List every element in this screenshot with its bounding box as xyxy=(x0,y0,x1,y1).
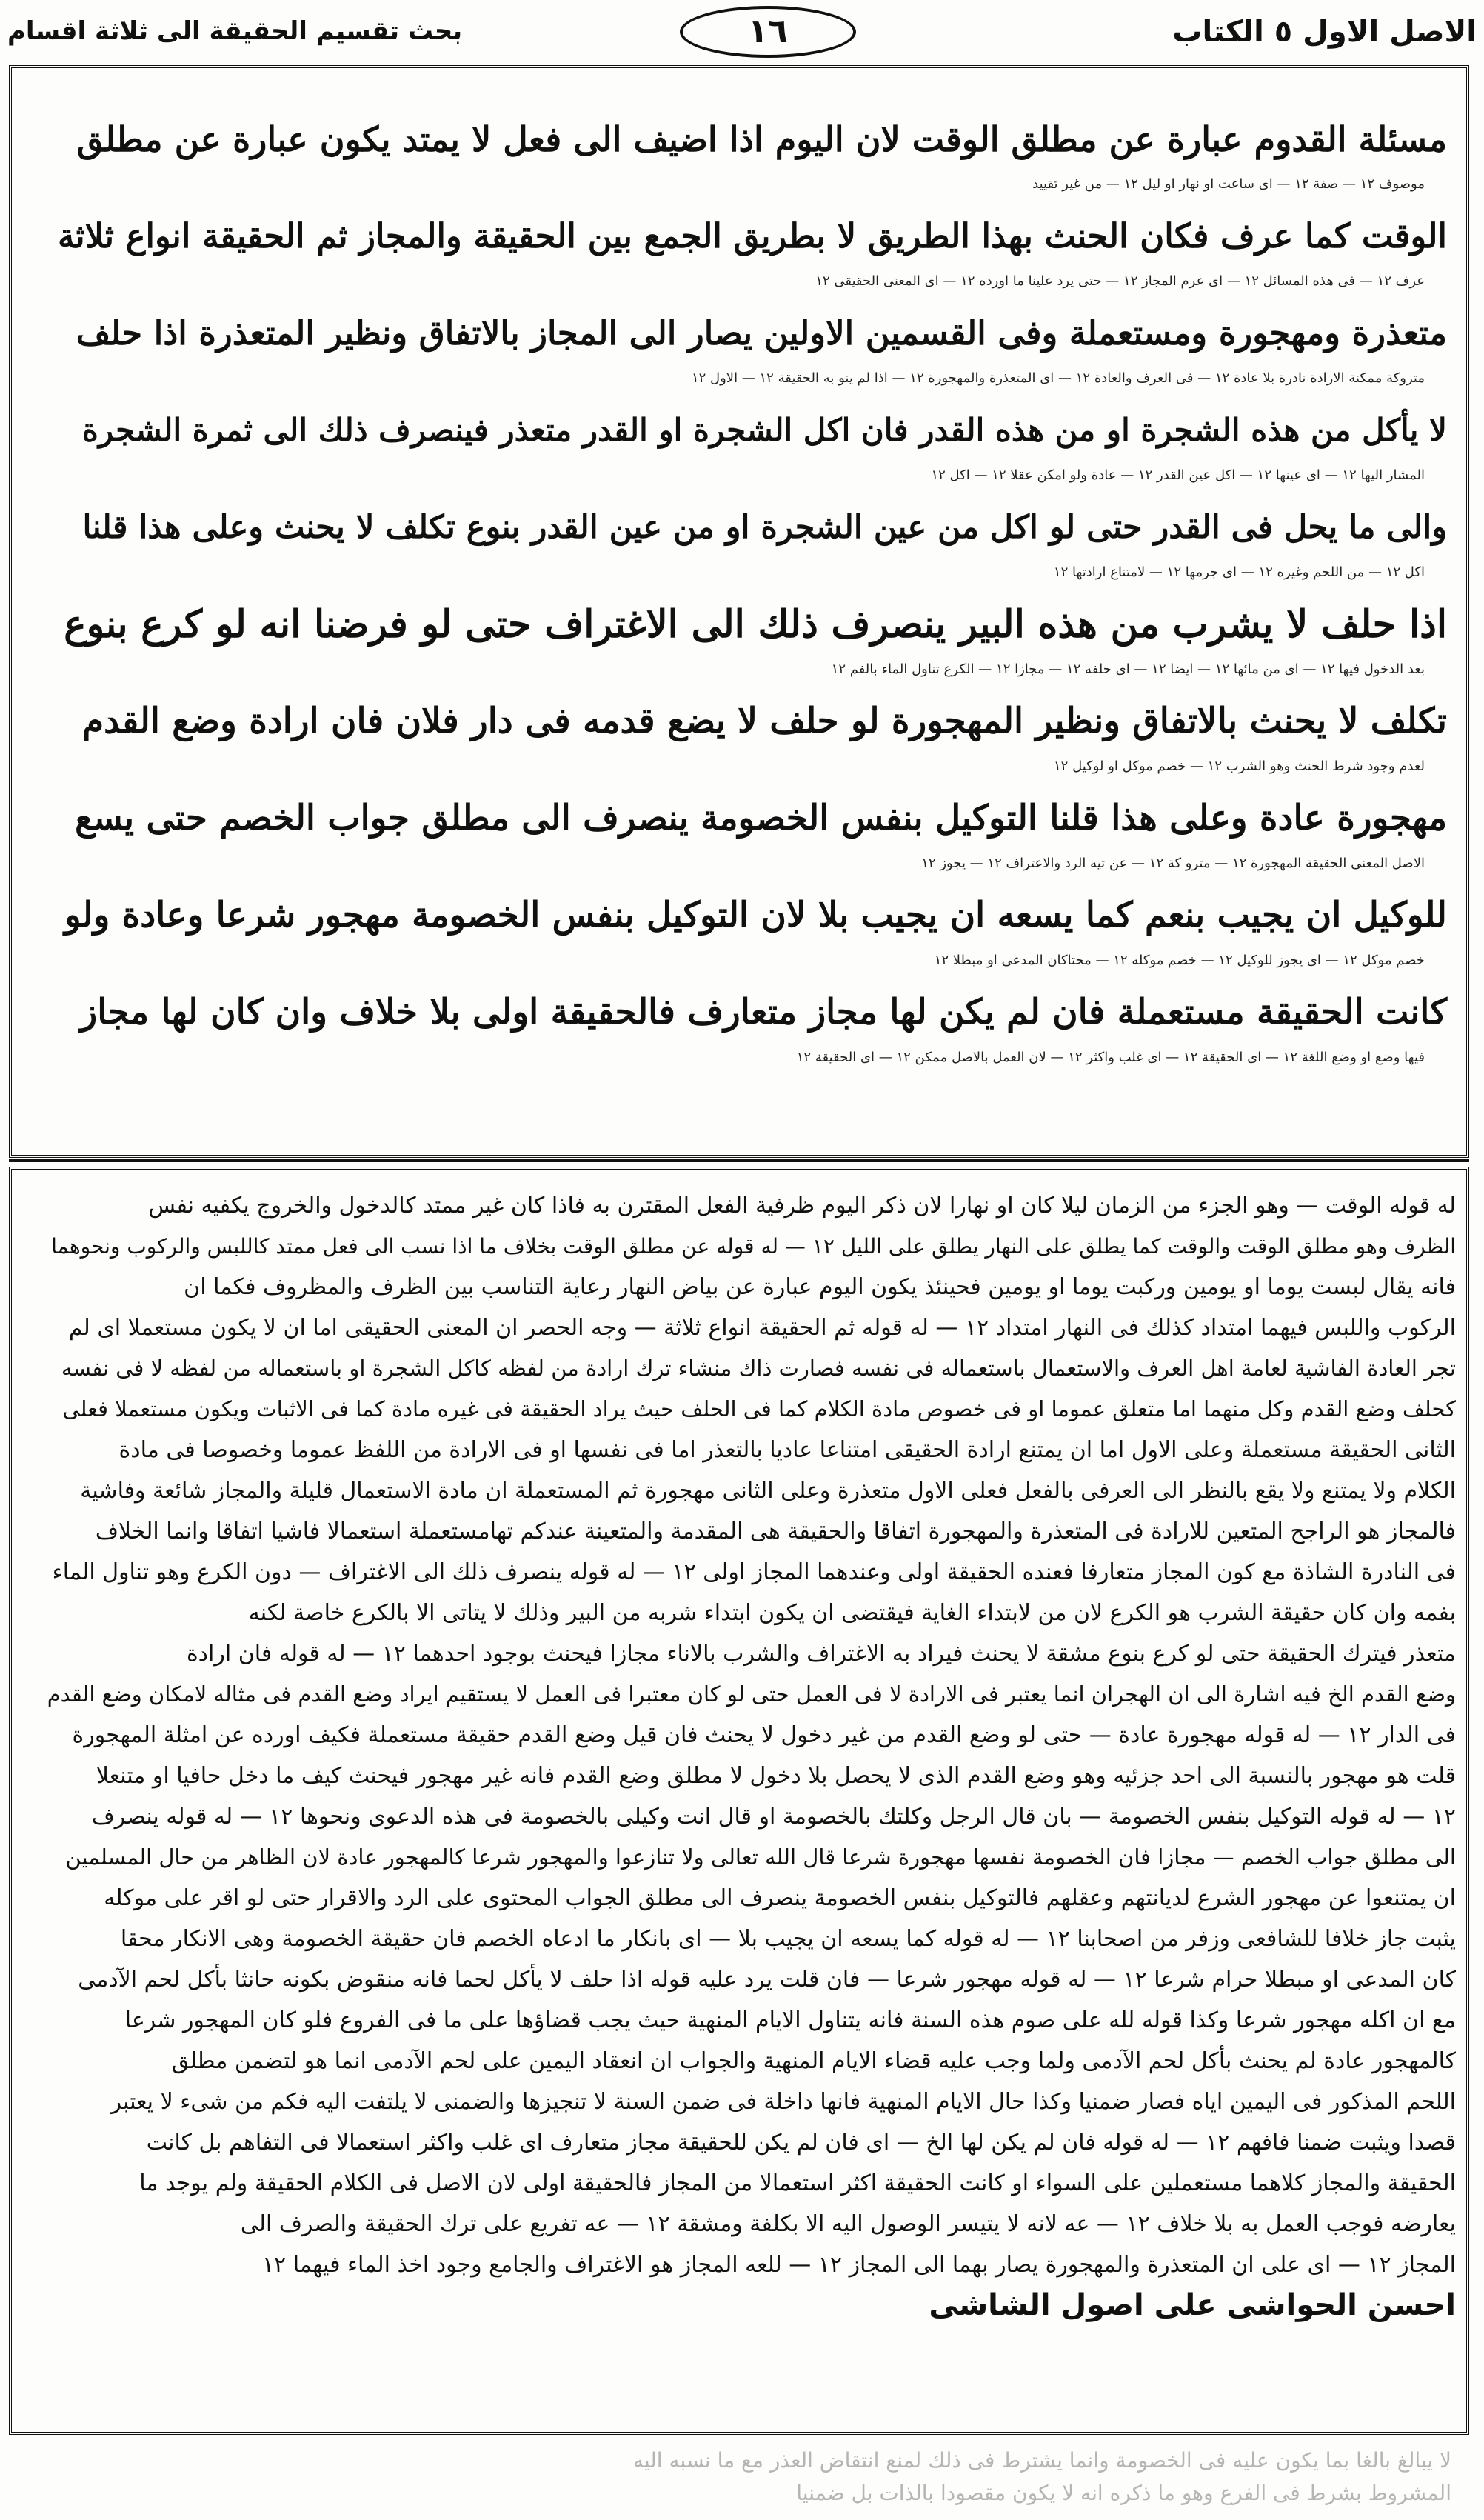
main-text-line xyxy=(30,290,1454,387)
commentary-line: كحلف وضع القدم وكل منهما اما متعلق عموما او فى خصوص مادة الكلام كما فى الحلف حيث يراد الحقيقة فى غيره مادة كما فى الاثبات ويكون مستعملا فعلى xyxy=(62,1396,1456,1421)
main-text-line-text: كانت الحقيقة مستعملة فان لم يكن لها مجاز متعارف فالحقيقة اولى بلا خلاف وان كان لها مجاز xyxy=(80,992,1447,1033)
commentary-line: فى النادرة الشاذة مع كون المجاز متعارفا فعنده الحقيقة اولى وعندهما المجاز اولى ١٢ — له قوله ينصرف ذلك الى الاغتراف — دون الكرع وهو تناول الماء xyxy=(52,1559,1456,1585)
interlinear-gloss: اكل ١٢ — من اللحم وغيره ١٢ — اى جرمها ١٢ — لامتناع ارادتها ١٢ xyxy=(1053,564,1425,580)
commentary-line: الظرف وهو مطلق الوقت والوقت كما يطلق على النهار يطلق على الليل ١٢ — له قوله عن مطلق الوقت بخلاف ما اذا نسب الى فعل ممتد كاللبس والركوب ونحوهما xyxy=(51,1234,1456,1259)
commentary-line: قلت هو مهجور بالنسبة الى احد جزئيه وهو وضع القدم الذى لا يحصل بلا دخول لا مطلق وضع القدم فانه غير مهجور فيحنث كيف ما دخل حافيا او متنعلا xyxy=(96,1763,1456,1789)
main-text-line xyxy=(30,96,1454,193)
main-text-line xyxy=(30,776,1454,873)
main-text-line xyxy=(30,387,1454,484)
commentary-line: له قوله الوقت — وهو الجزء من الزمان ليلا كان او نهارا لان ذكر اليوم ظرفية الفعل المقترن به فاذا كان غير ممتد كالدخول والخروج يكفيه نفس xyxy=(148,1193,1456,1219)
main-text-line-text: لا يأكل من هذه الشجرة او من هذه القدر فان اكل الشجرة او القدر متعذر فينصرف ذلك الى ثمرة الشجرة xyxy=(81,412,1447,448)
commentary-signature: احسن الحواشى على اصول الشاشى xyxy=(929,2288,1456,2322)
book-title: الاصل الاول ٥ الكتاب xyxy=(1172,15,1477,49)
commentary-line: الحقيقة والمجاز كلاهما مستعملين على السواء او كانت الحقيقة اكثر استعمالا من المجاز فالحقيقة اولى لان الاصل فى الكلام الحقيقة ولم يوجد ما xyxy=(139,2170,1456,2196)
interlinear-gloss: خصم موكل ١٢ — اى يجوز للوكيل ١٢ — خصم موكله ١٢ — محتاكان المدعى او مبطلا ١٢ xyxy=(934,953,1425,968)
chapter-title: بحث تقسيم الحقيقة الى ثلاثة اقسام xyxy=(7,16,463,46)
main-text-line xyxy=(30,193,1454,290)
interlinear-gloss: الاصل المعنى الحقيقة المهجورة ١٢ — مترو كة ١٢ — عن تيه الرد والاعتراف ١٢ — يجوز ١٢ xyxy=(921,856,1425,871)
main-text-line xyxy=(30,484,1454,581)
commentary-line: الركوب واللبس فيهما امتداد كذلك فى النهار امتداد ١٢ — له قوله ثم الحقيقة انواع ثلاثة — وجه الحصر ان المعنى الحقيقى اما ان لا يكون مستعملا اى لم xyxy=(68,1315,1456,1341)
bleed-through-text xyxy=(30,2444,1451,2510)
commentary-line: الى مطلق جواب الخصم — مجازا فان الخصومة نفسها مهجورة شرعا قال الله تعالى ولا تنازعوا والمهجور شرعا كالمهجور عادة لان الظاهر من حال المسلمين xyxy=(65,1844,1456,1870)
main-text-line xyxy=(30,679,1454,776)
commentary-line: اللحم المذكور فى اليمين اياه فصار ضمنيا وكذا حال الايام المنهية فانها داخلة فى ضمن السنة لا تنجيزها والضمنى لا يلتفت اليه فكم من شىء لا يعتبر xyxy=(110,2089,1456,2115)
interlinear-gloss: موصوف ١٢ — صفة ١٢ — اى ساعت او نهار او ليل ١٢ — من غير تقييد xyxy=(1032,176,1425,192)
commentary-line: كان المدعى او مبطلا حرام شرعا ١٢ — له قوله مهجور شرعا — فان قلت يرد عليه قوله اذا حلف لا يأكل لحما فانه منقوض بكونه حانثا بأكل لحم الآدمى xyxy=(78,1967,1456,1993)
main-text-line-text: متعذرة ومهجورة ومستعملة وفى القسمين الاولين يصار الى المجاز بالاتفاق ونظير المتعذرة اذا حلف xyxy=(76,313,1447,353)
main-text-line xyxy=(30,970,1454,1067)
commentary-line: ١٢ — له قوله التوكيل بنفس الخصومة — بان قال الرجل وكلتك بالخصومة او قال انت وكيلى بالخصومة فى هذه الدعوى ونحوها ١٢ — له قوله ينصرف xyxy=(91,1804,1456,1830)
interlinear-gloss: عرف ١٢ — فى هذه المسائل ١٢ — اى عرم المجاز ١٢ — حتى يرد علينا ما اورده ١٢ — اى المعنى الحقيقى ١٢ xyxy=(815,273,1425,289)
commentary-line: وضع القدم الخ فيه اشارة الى ان الهجران انما يعتبر فى الارادة لا فى العمل حتى لو كان معتبرا فى العمل لا يستقيم ايراد وضع القدم فى مثاله لامكان وضع القدم xyxy=(47,1681,1456,1707)
commentary-text xyxy=(27,1185,1456,2326)
main-text-line xyxy=(30,581,1454,679)
interlinear-gloss: فيها وضع او وضع اللغة ١٢ — اى الحقيقة ١٢ — اى غلب واكثر ١٢ — لان العمل بالاصل ممكن ١٢ — اى الحقيقة ١٢ xyxy=(796,1050,1425,1065)
main-text-line-text: اذا حلف لا يشرب من هذه البير ينصرف ذلك الى الاغتراف حتى لو فرضنا انه لو كرع بنوع xyxy=(64,602,1447,647)
commentary-line: يعارضه فوجب العمل به بلا خلاف ١٢ — عه لانه لا يتيسر الوصول اليه الا بكلفة ومشقة ١٢ — عه تفريع على ترك الحقيقة والصرف الى xyxy=(240,2211,1456,2237)
commentary-line: فى الدار ١٢ — له قوله مهجورة عادة — حتى لو وضع القدم من غير دخول لا يحنث فان قيل وضع القدم حقيقة مستعملة فكيف اورده عن امثلة المهجورة xyxy=(72,1722,1456,1748)
commentary-line: مع ان اكله مهجور شرعا وكذا قوله لله على صوم هذه السنة فانه يتناول الايام المنهية حيث يجب قضاؤها على ما فى الفروع فلو كان المهجور شرعا xyxy=(124,2007,1456,2033)
commentary-line: تجر العادة الفاشية لعامة اهل العرف والاستعمال باستعماله فى نفسه فصارت ذاك منشاء ترك ارادة من لفظه كاكل الشجرة او باستعماله من لفظه لا فى نفسه xyxy=(61,1356,1456,1381)
commentary-line: الكلام ولا يمتنع ولا يقع بالنظر الى العرفى بالفعل فعلى الاول متعذرة وعلى الثانى مهجورة ثم المستعملة ان مادة الاستعمال قليلة والمجاز شائعة وفاشية xyxy=(80,1478,1456,1504)
commentary-line: فالمجاز هو الراجح المتعين للارادة فى المتعذرة والمهجورة اتفاقا والحقيقة هى المقدمة والمتعينة عندكم تهامستعملة استعمالا فاشيا اتفاقا وانما الخلاف xyxy=(95,1519,1456,1544)
commentary-line: بفمه وان كان حقيقة الشرب هو الكرع لان من لابتداء الغاية فيقتضى ان يكون ابتداء شربه من البير وذلك لا يتاتى الا بالكرع خاصة لكنه xyxy=(248,1600,1456,1626)
bleed-through-line: المشروط بشرط فى الفرع وهو ما ذكره انه لا يكون مقصودا بالذات بل ضمنيا xyxy=(796,2481,1451,2505)
main-text-line-text: تكلف لا يحنث بالاتفاق ونظير المهجورة لو حلف لا يضع قدمه فى دار فلان فان ارادة وضع القدم xyxy=(81,701,1447,741)
page-header xyxy=(0,0,1484,70)
commentary-line: فانه يقال لبست يوما او يومين وركبت يوما او يومين فحينئذ يكون اليوم عبارة عن بياض النهار رعاية التناسب بين الظرف والمظروف فكما ان xyxy=(184,1274,1456,1300)
main-text-line-text: الوقت كما عرف فكان الحنث بهذا الطريق لا بطريق الجمع بين الحقيقة والمجاز ثم الحقيقة انواع ثلاثة xyxy=(58,216,1447,256)
main-text-line xyxy=(30,873,1454,970)
interlinear-gloss: متروكة ممكنة الارادة نادرة بلا عادة ١٢ — فى العرف والعادة ١٢ — اى المتعذرة والمهجورة ١٢ — اذا لم ينو به الحقيقة ١٢ — الاول ١٢ xyxy=(691,370,1425,386)
section-divider xyxy=(9,1159,1469,1162)
interlinear-gloss: المشار اليها ١٢ — اى عينها ١٢ — اكل عين القدر ١٢ — عادة ولو امكن عقلا ١٢ — اكل ١٢ xyxy=(931,467,1425,483)
commentary-line: كالمهجور عادة لم يحنث بأكل لحم الآدمى ولما وجب عليه قضاء الايام المنهية والجواب ان انعقاد اليمين على لحم الآدمى انما هو لتضمن مطلق xyxy=(171,2048,1456,2074)
commentary-line: ان يمتنعوا عن مهجور الشرع لديانتهم وعقلهم فالتوكيل بنفس الخصومة ينصرف الى مطلق الجواب المحتوى على الرد والاقرار حتى لو اقر على موكله xyxy=(104,1885,1456,1911)
commentary-line: متعذر فيترك الحقيقة حتى لو كرع بنوع مشقة لا يحنث فيراد به الاغتراف والشرب بالاناء مجازا فيحنث بوجود احدهما ١٢ — له قوله فان ارادة xyxy=(186,1641,1456,1667)
commentary-line: قصدا ويثبت ضمنا فافهم ١٢ — له قوله فان لم يكن لها الخ — اى فان لم يكن للحقيقة مجاز متعارف اى غلب واكثر استعمالا فى التفاهم بل كانت xyxy=(146,2130,1456,2156)
main-text-line-text: مهجورة عادة وعلى هذا قلنا التوكيل بنفس الخصومة ينصرف الى مطلق جواب الخصم حتى يسع xyxy=(75,798,1447,839)
commentary-line: يثبت جاز خلافا للشافعى وزفر من اصحابنا ١٢ — له قوله كما يسعه ان يجيب بلا — اى بانكار ما ادعاه الخصم فان حقيقة الخصومة وهى الانكار محقا xyxy=(120,1926,1456,1952)
bleed-through-line: لا يبالغ بالغا بما يكون عليه فى الخصومة وانما يشترط فى ذلك لمنع انتقاض العذر مع ما نسبه اليه xyxy=(632,2448,1451,2473)
main-text-line-text: والى ما يحل فى القدر حتى لو اكل من عين الشجرة او من عين القدر بنوع تكلف لا يحنث وعلى هذا قلنا xyxy=(82,509,1447,546)
page-number: ١٦ xyxy=(680,6,856,58)
main-text xyxy=(30,96,1454,1067)
main-text-line-text: مسئلة القدوم عبارة عن مطلق الوقت لان اليوم اذا اضيف الى فعل لا يمتد يكون عبارة عن مطلق xyxy=(76,119,1447,159)
commentary-line: المجاز ١٢ — اى على ان المتعذرة والمهجورة يصار بهما الى المجاز ١٢ — للعه المجاز هو الاغتراف والجامع وجود اخذ الماء فيهما ١٢ xyxy=(261,2252,1456,2278)
commentary-line: الثانى الحقيقة مستعملة وعلى الاول اما ان يمتنع ارادة الحقيقى امتناعا عاديا بالتعذر اما فى نفسها او فى الارادة من اللفظ عموما وخصوصا فى مادة xyxy=(118,1437,1456,1463)
main-text-line-text: للوكيل ان يجيب بنعم كما يسعه ان يجيب بلا لان التوكيل بنفس الخصومة مهجور شرعا وعادة ولو xyxy=(64,895,1447,936)
interlinear-gloss: لعدم وجود شرط الحنث وهو الشرب ١٢ — خصم موكل او لوكيل ١٢ xyxy=(1054,759,1425,774)
interlinear-gloss: بعد الدخول فيها ١٢ — اى من مائها ١٢ — ايضا ١٢ — اى حلفه ١٢ — مجازا ١٢ — الكرع تناول الماء بالفم ١٢ xyxy=(831,661,1425,677)
